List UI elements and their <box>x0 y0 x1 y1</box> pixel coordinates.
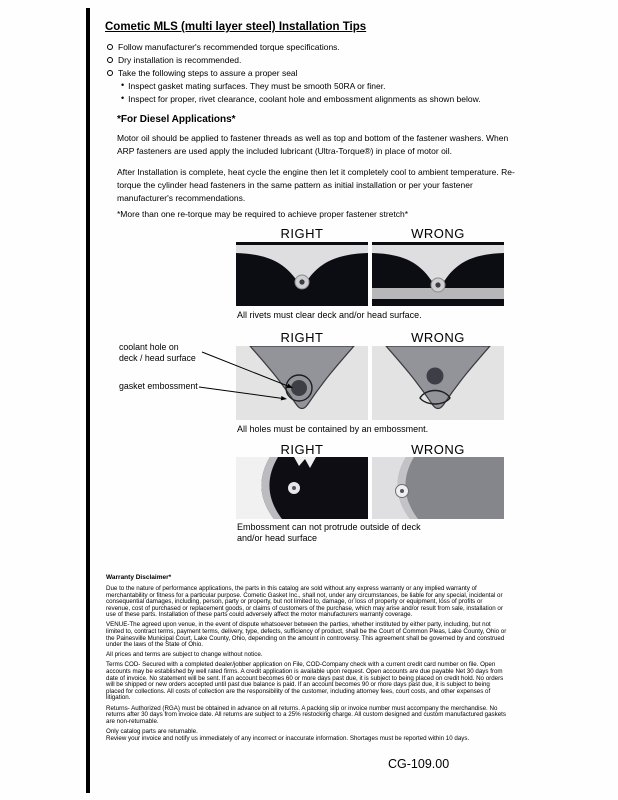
rivet-wrong-diagram <box>372 242 504 306</box>
tip-text: Follow manufacturer's recommended torque specifications. <box>118 42 340 52</box>
warranty-disclaimer <box>106 574 508 746</box>
tip-subitem <box>121 81 481 94</box>
tip-item <box>107 68 481 81</box>
diesel-applications-heading: *For Diesel Applications* <box>117 114 236 125</box>
wrong-label-row1: WRONG <box>411 226 465 241</box>
warranty-heading: Warranty Disclaimer* <box>106 574 172 581</box>
warranty-paragraph: Terms COD- Secured with a completed dealer/jobber application on File, COD-Company check with a current credit card number on file. Open accounts may be established by well rated firms. A credit application is available upon request. Open accounts are due payable Net 30 days from date of invoice. No statement will be sent. If an account becomes 60 or more days past due, it is subject to being placed on credit hold. No orders will be shipped or new orders accepted until past due balance is paid. If an account becomes 90 or more days past due, it is subject to being placed for collections. All costs of collection are the responsibility of the customer, including attorney fees, court costs, and other expenses of litigation. <box>106 661 504 702</box>
figure-emboss-right <box>236 457 368 519</box>
dot-bullet-icon: • <box>121 80 125 90</box>
warranty-paragraph: Returns- Authorized (RGA) must be obtained in advance on all returns. A packing slip or invoice number must accompany the merchandise. No returns after 30 days from invoice date. All returns are subject to a 25% restocking charge. All custom designed and custom manufactured gaskets are non-returnable. <box>106 704 506 725</box>
callout-line: deck / head surface <box>119 353 196 363</box>
right-label-row3: RIGHT <box>280 442 324 457</box>
caption-holes: All holes must be contained by an embossment. <box>237 424 429 434</box>
coolant-hole <box>291 380 307 396</box>
wrong-label-row3: WRONG <box>411 442 465 457</box>
callout-gasket-embossment: gasket embossment <box>119 381 198 391</box>
figure-rivet-right <box>236 242 368 306</box>
tip-item <box>107 55 481 68</box>
figure-hole-right <box>236 346 368 420</box>
warranty-paragraph: Only catalog parts are returnable. <box>106 727 198 735</box>
right-label-row2: RIGHT <box>280 330 324 345</box>
callout-coolant-hole <box>119 342 196 364</box>
dot-bullet-icon: • <box>121 93 125 103</box>
caption-line: Embossment can not protrude outside of deck <box>237 522 421 532</box>
circle-bullet-icon <box>107 70 113 76</box>
figure-hole-wrong <box>372 346 504 420</box>
tip-item <box>107 42 481 55</box>
tip-text: Take the following steps to assure a proper seal <box>118 68 298 78</box>
figure-rivet-wrong <box>372 242 504 306</box>
install-tips-list <box>107 42 481 107</box>
rivet-right-diagram <box>236 242 368 306</box>
page-title: Cometic MLS (multi layer steel) Installation Tips <box>105 21 367 33</box>
tip-text: Dry installation is recommended. <box>118 55 242 65</box>
caption-embossment <box>237 522 421 544</box>
diesel-paragraph-1: Motor oil should be applied to fastener threads as well as top and bottom of the fastener washers. When ARP fasteners are used apply the included lubricant (Ultra-Torque®) in place of motor oil. <box>117 133 509 156</box>
coolant-hole <box>427 368 444 385</box>
warranty-paragraph: VENUE-The agreed upon venue, in the event of dispute whatsoever between the parties, whether instituted by either party, including, but not limited to, contract terms, payment terms, delivery, type, defects, sufficiency of product, shall be the Court of Common Pleas, Lake County, Ohio or the Painesville Municipal Court, Lake County, Ohio, depending on the amount in controversy. This agreement shall be governed by and construed under the laws of the State of Ohio. <box>106 621 507 649</box>
hole-right-diagram <box>236 346 368 420</box>
callout-line: coolant hole on <box>119 342 179 352</box>
circle-bullet-icon <box>107 44 113 50</box>
diesel-paragraph-2: After Installation is complete, heat cycle the engine then let it completely cool to ambient temperature. Re-torque the cylinder head fasteners in the same pattern as initial installation or per your fastener manufacturer's recommendations. <box>117 167 515 203</box>
tip-text: Inspect gasket mating surfaces. They must be smooth 50RA or finer. <box>128 81 386 91</box>
warranty-paragraph: All prices and terms are subject to change without notice. <box>106 651 263 659</box>
left-border-rule <box>86 8 90 793</box>
warranty-paragraph: Due to the nature of performance applications, the parts in this catalog are sold without any express warranty or any implied warranty of merchantability or fitness for a particular purpose. Cometic Gasket Inc., shall not, under any circumstances, be liable for any special, incidental or consequential damages, including, person, party or property, but not limited to, damage, or loss of property or equipment, loss of profits or revenue, cost of purchased or replacement goods, or claims of customers of the purchase, which may arise and/or result from sale, installation or use of these parts. Installation of these parts could adversely affect the motor manufacturers warranty coverage. <box>106 585 503 619</box>
tip-subitem <box>121 94 481 107</box>
retorque-note: *More than one re-torque may be required to achieve proper fastener stretch* <box>117 209 409 219</box>
circle-bullet-icon <box>107 57 113 63</box>
caption-line: and/or head surface <box>237 533 318 543</box>
right-label-row1: RIGHT <box>280 226 324 241</box>
caption-rivets: All rivets must clear deck and/or head surface. <box>237 310 422 320</box>
figure-emboss-wrong <box>372 457 504 519</box>
emboss-wrong-diagram <box>372 457 504 519</box>
emboss-right-diagram <box>236 457 368 519</box>
hole-wrong-diagram <box>372 346 504 420</box>
tip-text: Inspect for proper, rivet clearance, coolant hole and embossment alignments as shown below. <box>128 94 481 104</box>
warranty-paragraph: Review your invoice and notify us immediately of any incorrect or inaccurate information. Shortages must be reported within 10 days. <box>106 735 470 743</box>
wrong-label-row2: WRONG <box>411 330 465 345</box>
page-number: CG-109.00 <box>388 757 450 771</box>
